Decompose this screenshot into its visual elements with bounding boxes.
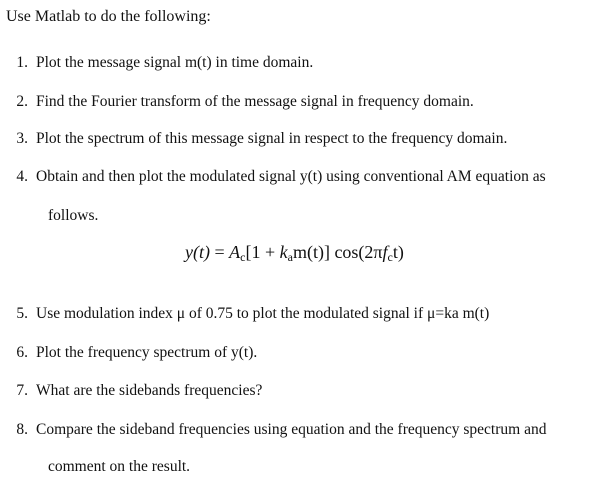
eq-open: [1 + (245, 242, 280, 262)
eq-amplitude-sub: c (240, 250, 246, 264)
item-number: 7. (16, 382, 28, 399)
item-number: 6. (16, 344, 28, 361)
eq-lhs: y(t) (185, 242, 210, 262)
item-text: What are the sidebands frequencies? (36, 382, 263, 399)
eq-mid: m(t)] cos(2π (292, 242, 383, 262)
item-number: 4. (16, 168, 28, 185)
eq-amplitude: A (229, 242, 241, 262)
item-text: Obtain and then plot the modulated signal y(t) using conventional AM equation as (36, 168, 546, 185)
am-equation (185, 241, 404, 268)
item-text: Use modulation index μ of 0.75 to plot the modulated signal if μ=ka m(t) (36, 305, 490, 322)
item-text: Plot the frequency spectrum of y(t). (36, 344, 258, 361)
list-item-8-continuation: comment on the result. (48, 458, 191, 475)
item-number: 8. (16, 421, 28, 438)
item-number: 2. (16, 93, 28, 110)
eq-k: k (279, 242, 288, 262)
item-number: 5. (16, 305, 28, 322)
eq-k-sub: a (287, 250, 293, 264)
eq-equals: = (214, 242, 225, 262)
item-text: Compare the sideband frequencies using equation and the frequency spectrum and (36, 421, 547, 438)
item-text: Plot the spectrum of this message signal in respect to the frequency domain. (36, 130, 508, 147)
item-number: 3. (16, 130, 28, 147)
item-text: Plot the message signal m(t) in time domain. (36, 54, 314, 71)
eq-f-sub: c (387, 250, 393, 264)
eq-close: t) (392, 242, 404, 262)
eq-f: f (382, 242, 388, 262)
page-heading: Use Matlab to do the following: (6, 8, 211, 25)
list-item-4-continuation: follows. (48, 207, 99, 224)
item-number: 1. (16, 54, 28, 71)
item-text: Find the Fourier transform of the message signal in frequency domain. (36, 93, 474, 110)
